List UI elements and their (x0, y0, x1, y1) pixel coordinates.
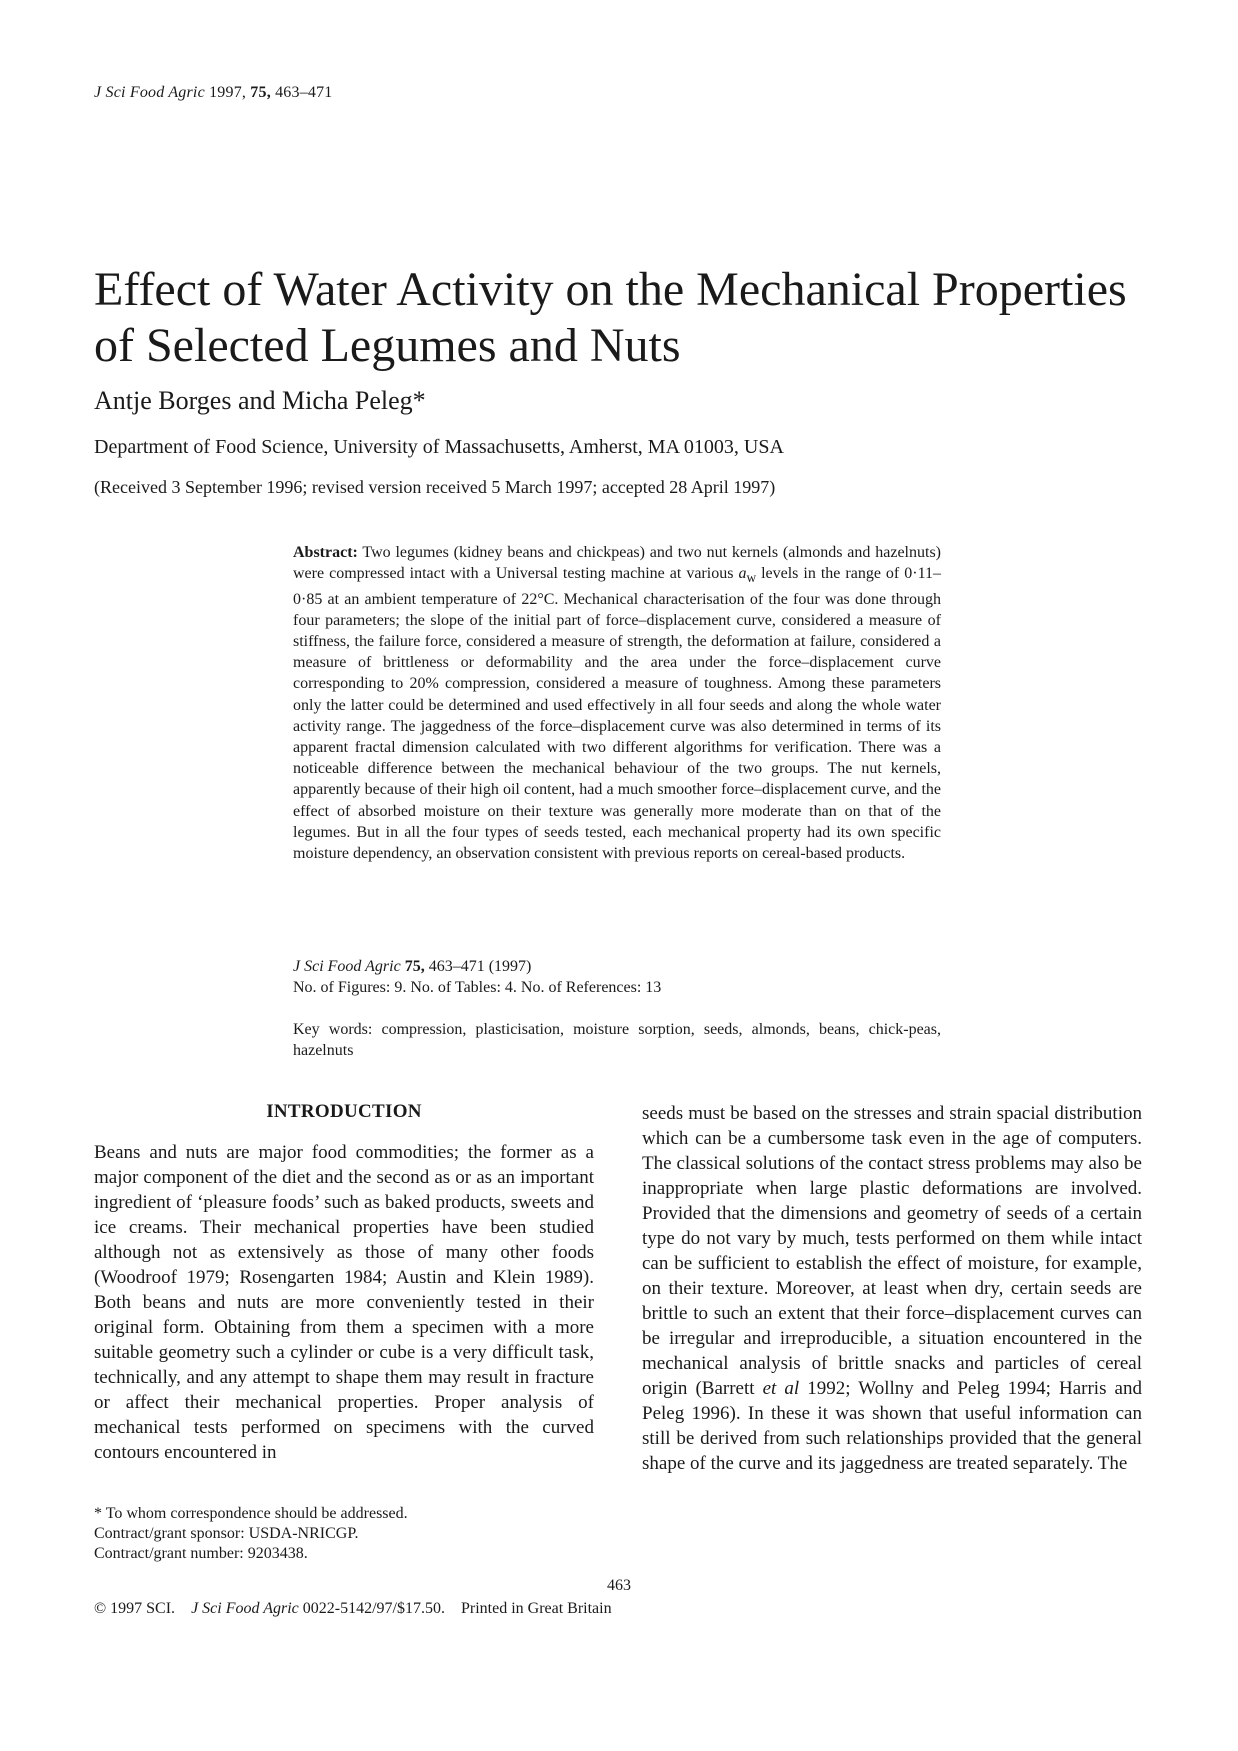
citation-block (293, 956, 941, 998)
introduction-right-column (642, 1101, 1142, 1476)
received-dates: (Received 3 September 1996; revised version received 5 March 1997; accepted 28 April 1997) (94, 477, 776, 497)
introduction-heading: INTRODUCTION (266, 1101, 422, 1122)
citation-line (293, 956, 941, 977)
header-year: 1997, (209, 84, 247, 101)
right-etal: et al (762, 1378, 800, 1399)
right-text-a: seeds must be based on the stresses and strain spacial distribution which can be a cumbersome task even in the age of computers. The classical solutions of the contact stress problems may also be inappropriate when large plastic deformations are involved. Provided that the dimensions and geometry of seeds of a certain type do not vary by much, tests performed on them while intact can be sufficient to establish the effect of moisture, for example, on their texture. Moreover, at least when dry, certain seeds are brittle to such an extent that their force–displacement curves can be irregular and irreproducible, a situation encountered in the mechanical analysis of brittle snacks and particles of cereal origin (Barrett (642, 1103, 1142, 1399)
affiliation: Department of Food Science, University of Massachusetts, Amherst, MA 01003, USA (94, 436, 784, 458)
article-title: Effect of Water Activity on the Mechanical Properties of Selected Legumes and Nuts (94, 263, 1127, 372)
water-activity-symbol: a (738, 565, 747, 583)
footer-issn: 0022-5142/97/$17.50. (302, 1600, 445, 1617)
abstract-text-a: Two legumes (kidney beans and chickpeas) and two nut kernels (almonds and hazelnuts) were compressed intact with a Universal testing machine at various (293, 544, 941, 583)
right-text-b: 1992; Wollny and Peleg 1994; Harris and Peleg 1996). In these it was shown that useful information can still be derived from such relationships provided that the general shape of the curve and its jaggedness are treated separately. The (642, 1378, 1142, 1474)
running-header (94, 84, 333, 102)
footnote-correspondence: * To whom correspondence should be addressed. (94, 1505, 408, 1522)
footnote-number: Contract/grant number: 9203438. (94, 1545, 308, 1562)
copyright: © 1997 SCI. (94, 1600, 176, 1617)
header-journal: J Sci Food Agric (94, 84, 205, 101)
header-volume: 75, (250, 84, 271, 101)
introduction-left-column: Beans and nuts are major food commodities; the former as a major component of the diet and the second as or as an important ingredient of ‘pleasure foods’ such as baked products, sweets and ice creams. Their mechanical properties have been studied although not as extensively as those of many other foods (Woodroof 1979; Rosengarten 1984; Austin and Klein 1989). Both beans and nuts are more conveniently tested in their original form. Obtaining from them a specimen with a more suitable geometry such a cylinder or cube is a very difficult task, technically, and any attempt to shape them may result in fracture or affect their mechanical properties. Proper analysis of mechanical tests performed on specimens with the curved contours encountered in (94, 1142, 594, 1463)
authors: Antje Borges and Micha Peleg* (94, 386, 426, 415)
abstract (293, 542, 941, 864)
copyright-line (94, 1600, 612, 1618)
header-pages: 463–471 (275, 84, 333, 101)
footnotes (94, 1504, 594, 1564)
citation-volume: 75, (404, 958, 425, 975)
footnote-sponsor: Contract/grant sponsor: USDA-NRICGP. (94, 1525, 359, 1542)
citation-rest: 463–471 (1997) (424, 958, 532, 975)
keywords: Key words: compression, plasticisation, moisture sorption, seeds, almonds, beans, chick-peas, hazelnuts (293, 1021, 941, 1059)
page-number: 463 (607, 1577, 631, 1594)
citation-journal: J Sci Food Agric (293, 958, 401, 975)
footer-journal: J Sci Food Agric (191, 1600, 299, 1617)
citation-counts: No. of Figures: 9. No. of Tables: 4. No. of References: 13 (293, 979, 662, 996)
abstract-text-b: levels in the range of 0·11–0·85 at an ambient temperature of 22°C. Mechanical characterisation of the four was done through four parameters; the slope of the initial part of force–displacement curve, considered a measure of stiffness, the failure force, considered a measure of strength, the deformation at failure, considered a measure of brittleness or deformability and the area under the force–displacement curve corresponding to 20% compression, considered a measure of toughness. Among these parameters only the latter could be determined and used effectively in all four seeds and along the whole water activity range. The jaggedness of the force–displacement curve was also determined in terms of its apparent fractal dimension calculated with two different algorithms for verification. There was a noticeable difference between the mechanical behaviour of the two groups. The nut kernels, apparently because of their high oil content, had a much smoother force–displacement curve, and the effect of absorbed moisture on their texture was generally more moderate than on that of the legumes. But in all the four types of seeds tested, each mechanical property had its own specific moisture dependency, an observation consistent with previous reports on cereal-based products. (293, 565, 941, 863)
abstract-label: Abstract: (293, 544, 358, 561)
footer-printed: Printed in Great Britain (460, 1600, 612, 1617)
water-activity-subscript: w (746, 570, 757, 586)
